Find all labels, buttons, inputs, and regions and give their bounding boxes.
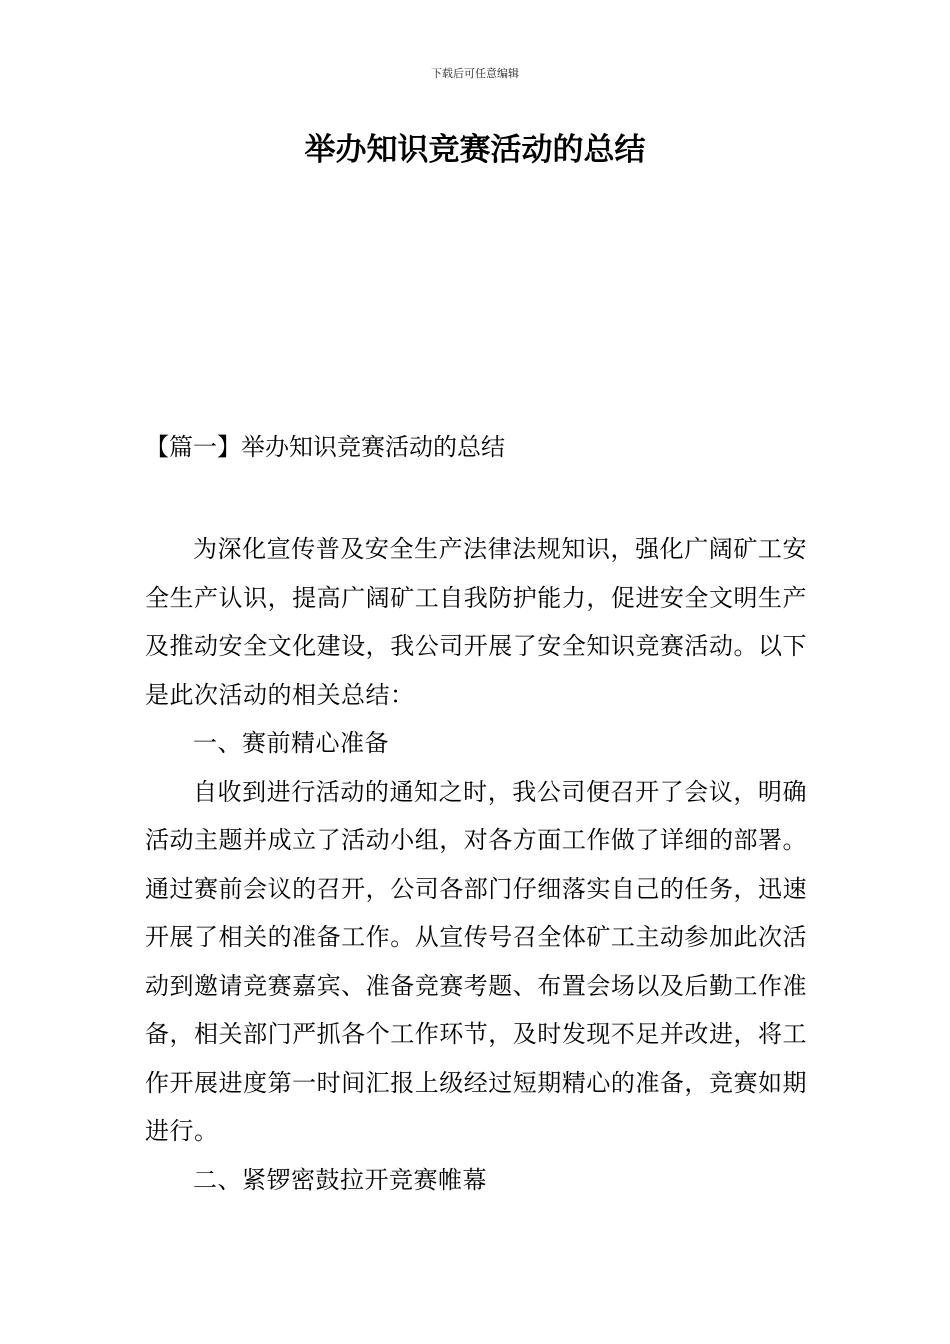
subheading-preparation: 一、赛前精心准备	[193, 729, 389, 757]
paragraph-intro: 为深化宣传普及安全生产法律法规知识，强化广阔矿工安全生产认识，提高广阔矿工自我防护能力，促进安全文明生产及推动安全文化建设，我公司开展了安全知识竞赛活动。以下是此次活动的相关总结：	[145, 535, 807, 709]
section-heading: 【篇一】举办知识竞赛活动的总结	[145, 433, 505, 461]
header-note: 下载后可任意编辑	[431, 67, 519, 80]
subheading-competition: 二、紧锣密鼓拉开竞赛帷幕	[193, 1165, 487, 1194]
document-body	[145, 525, 807, 1204]
paragraph-preparation: 自收到进行活动的通知之时，我公司便召开了会议，明确活动主题并成立了活动小组，对各方面工作做了详细的部署。通过赛前会议的召开，公司各部门仔细落实自己的任务，迅速开展了相关的准备工作。从宣传号召全体矿工主动参加此次活动到邀请竞赛嘉宾、准备竞赛考题、布置会场以及后勤工作准备，相关部门严抓各个工作环节，及时发现不足并改进，将工作开展进度第一时间汇报上级经过短期精心的准备，竞赛如期进行。	[145, 777, 807, 1145]
document-title: 举办知识竞赛活动的总结	[304, 132, 646, 168]
